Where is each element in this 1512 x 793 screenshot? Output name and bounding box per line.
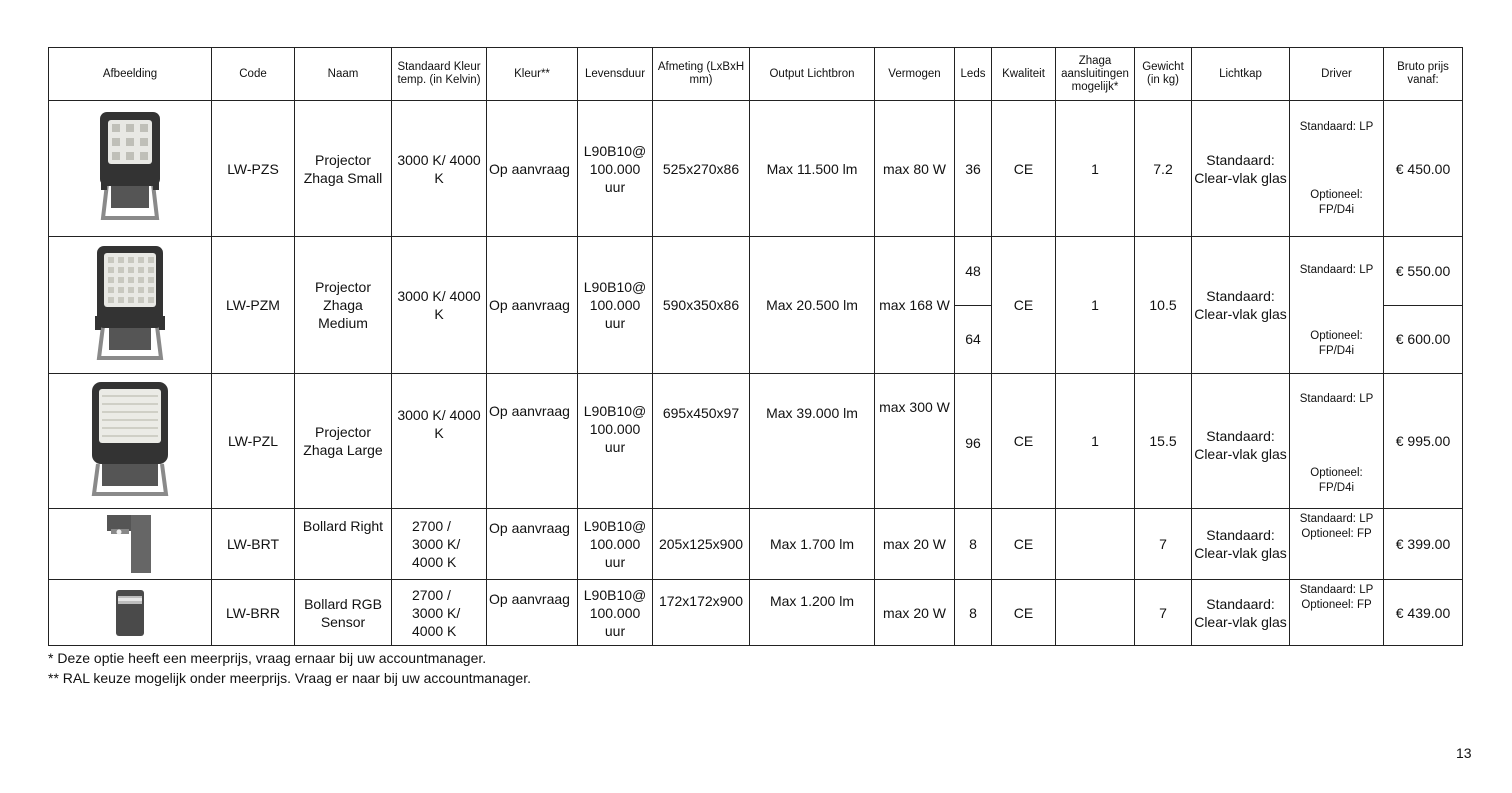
- product-image-cell: [49, 509, 212, 580]
- header-quality: Kwaliteit: [992, 48, 1056, 101]
- page-number: 13: [1456, 745, 1472, 761]
- floodlight-medium-icon: [51, 244, 209, 366]
- header-row: [49, 48, 1463, 101]
- color: Op aanvraag: [487, 580, 578, 646]
- header-output: Output Lichtbron: [750, 48, 875, 101]
- product-name: Bollard RGB Sensor: [295, 580, 392, 646]
- product-image-cell: [49, 374, 212, 509]
- zhaga: [1056, 580, 1135, 646]
- leds: 8: [955, 580, 992, 646]
- quality: CE: [992, 509, 1056, 580]
- leds: 36: [955, 101, 992, 237]
- footnote-zhaga: * Deze optie heeft een meerprijs, vraag ernaar bij uw accountmanager.: [48, 650, 487, 666]
- product-code: LW-BRR: [212, 580, 295, 646]
- bollard-round-icon: [51, 588, 209, 638]
- table-row: [49, 509, 1463, 580]
- driver-cell: [1290, 101, 1384, 237]
- floodlight-large-icon: [51, 380, 209, 502]
- cover: Standaard: Clear-vlak glas: [1192, 237, 1290, 374]
- quality: CE: [992, 580, 1056, 646]
- lifetime: L90B10@ 100.000 uur: [578, 237, 653, 374]
- power: max 80 W: [875, 101, 955, 237]
- dimensions: 590x350x86: [653, 237, 750, 374]
- output: Max 39.000 lm: [750, 374, 875, 509]
- power: max 168 W: [875, 237, 955, 374]
- product-code: LW-BRT: [212, 509, 295, 580]
- color-temp: 2700 / 3000 K/ 4000 K: [392, 509, 487, 580]
- header-power: Vermogen: [875, 48, 955, 101]
- leds: 48: [955, 237, 992, 306]
- price: € 550.00: [1384, 237, 1463, 306]
- driver-optional: Optioneel: FP: [1301, 598, 1372, 611]
- driver-standard: Standaard: LP: [1299, 393, 1374, 405]
- price: € 995.00: [1384, 374, 1463, 509]
- color: Op aanvraag: [487, 101, 578, 237]
- header-code: Code: [212, 48, 295, 101]
- weight: 15.5: [1135, 374, 1192, 509]
- weight: 7: [1135, 509, 1192, 580]
- header-color-temp: Standaard Kleur temp. (in Kelvin): [392, 48, 487, 101]
- leds: 64: [955, 305, 992, 374]
- quality: CE: [992, 101, 1056, 237]
- header-weight: Gewicht (in kg): [1135, 48, 1192, 101]
- dimensions: 525x270x86: [653, 101, 750, 237]
- product-image-cell: [49, 101, 212, 237]
- power: max 20 W: [875, 580, 955, 646]
- driver-cell: [1290, 509, 1384, 580]
- table-row: [49, 374, 1463, 509]
- floodlight-small-icon: [51, 110, 209, 228]
- power: max 300 W: [875, 374, 955, 509]
- output: Max 11.500 lm: [750, 101, 875, 237]
- product-name: Bollard Right: [295, 509, 392, 580]
- lifetime: L90B10@ 100.000 uur: [578, 374, 653, 509]
- product-name: Projector Zhaga Small: [295, 101, 392, 237]
- header-leds: Leds: [955, 48, 992, 101]
- zhaga: [1056, 509, 1135, 580]
- table-row: [49, 101, 1463, 237]
- product-name: Projector Zhaga Large: [295, 374, 392, 509]
- driver-optional: Optioneel: FP/D4i: [1310, 188, 1363, 216]
- header-image: Afbeelding: [49, 48, 212, 101]
- driver-standard: Standaard: LP: [1299, 583, 1374, 596]
- output: Max 1.700 lm: [750, 509, 875, 580]
- driver-cell: [1290, 237, 1384, 374]
- weight: 7: [1135, 580, 1192, 646]
- product-image-cell: [49, 237, 212, 374]
- header-dimensions: Afmeting (LxBxH mm): [653, 48, 750, 101]
- quality: CE: [992, 374, 1056, 509]
- header-color: Kleur**: [487, 48, 578, 101]
- output: Max 1.200 lm: [750, 580, 875, 646]
- price: € 399.00: [1384, 509, 1463, 580]
- dimensions: 695x450x97: [653, 374, 750, 509]
- color-temp: 3000 K/ 4000 K: [392, 101, 487, 237]
- color-temp: 2700 / 3000 K/ 4000 K: [392, 580, 487, 646]
- color: Op aanvraag: [487, 509, 578, 580]
- header-cover: Lichtkap: [1192, 48, 1290, 101]
- dimensions: 172x172x900: [653, 580, 750, 646]
- dimensions: 205x125x900: [653, 509, 750, 580]
- product-code: LW-PZM: [212, 237, 295, 374]
- driver-optional: Optioneel: FP/D4i: [1310, 330, 1363, 357]
- product-code: LW-PZS: [212, 101, 295, 237]
- color-temp: 3000 K/ 4000 K: [392, 237, 487, 374]
- driver-optional: Optioneel: FP/D4i: [1310, 467, 1363, 494]
- driver-optional: Optioneel: FP: [1301, 528, 1372, 540]
- zhaga: 1: [1056, 374, 1135, 509]
- product-spec-table: [48, 47, 1463, 646]
- header-driver: Driver: [1290, 48, 1384, 101]
- zhaga: 1: [1056, 237, 1135, 374]
- color: Op aanvraag: [487, 374, 578, 509]
- header-zhaga: Zhaga aansluitingen mogelijk*: [1056, 48, 1135, 101]
- weight: 7.2: [1135, 101, 1192, 237]
- cover: Standaard: Clear-vlak glas: [1192, 374, 1290, 509]
- lifetime: L90B10@ 100.000 uur: [578, 101, 653, 237]
- cover: Standaard: Clear-vlak glas: [1192, 580, 1290, 646]
- lifetime: L90B10@ 100.000 uur: [578, 509, 653, 580]
- lifetime: L90B10@ 100.000 uur: [578, 580, 653, 646]
- product-code: LW-PZL: [212, 374, 295, 509]
- zhaga: 1: [1056, 101, 1135, 237]
- cover: Standaard: Clear-vlak glas: [1192, 101, 1290, 237]
- driver-cell: [1290, 580, 1384, 646]
- header-price: Bruto prijs vanaf:: [1384, 48, 1463, 101]
- leds: 8: [955, 509, 992, 580]
- table-row: [49, 237, 1463, 306]
- driver-cell: [1290, 374, 1384, 509]
- color: Op aanvraag: [487, 237, 578, 374]
- product-image-cell: [49, 580, 212, 646]
- driver-standard: Standaard: LP: [1299, 513, 1374, 525]
- output: Max 20.500 lm: [750, 237, 875, 374]
- price: € 600.00: [1384, 305, 1463, 374]
- table-row: [49, 580, 1463, 646]
- driver-standard: Standaard: LP: [1299, 120, 1374, 133]
- product-name: Projector Zhaga Medium: [295, 237, 392, 374]
- driver-standard: Standaard: LP: [1299, 264, 1374, 276]
- header-name: Naam: [295, 48, 392, 101]
- weight: 10.5: [1135, 237, 1192, 374]
- price: € 450.00: [1384, 101, 1463, 237]
- power: max 20 W: [875, 509, 955, 580]
- cover: Standaard: Clear-vlak glas: [1192, 509, 1290, 580]
- header-lifetime: Levensduur: [578, 48, 653, 101]
- price: € 439.00: [1384, 580, 1463, 646]
- leds: 96: [955, 374, 992, 509]
- quality: CE: [992, 237, 1056, 374]
- bollard-right-icon: [51, 513, 209, 575]
- footnote-ral: ** RAL keuze mogelijk onder meerprijs. Vraag er naar bij uw accountmanager.: [48, 670, 531, 686]
- color-temp: 3000 K/ 4000 K: [392, 374, 487, 509]
